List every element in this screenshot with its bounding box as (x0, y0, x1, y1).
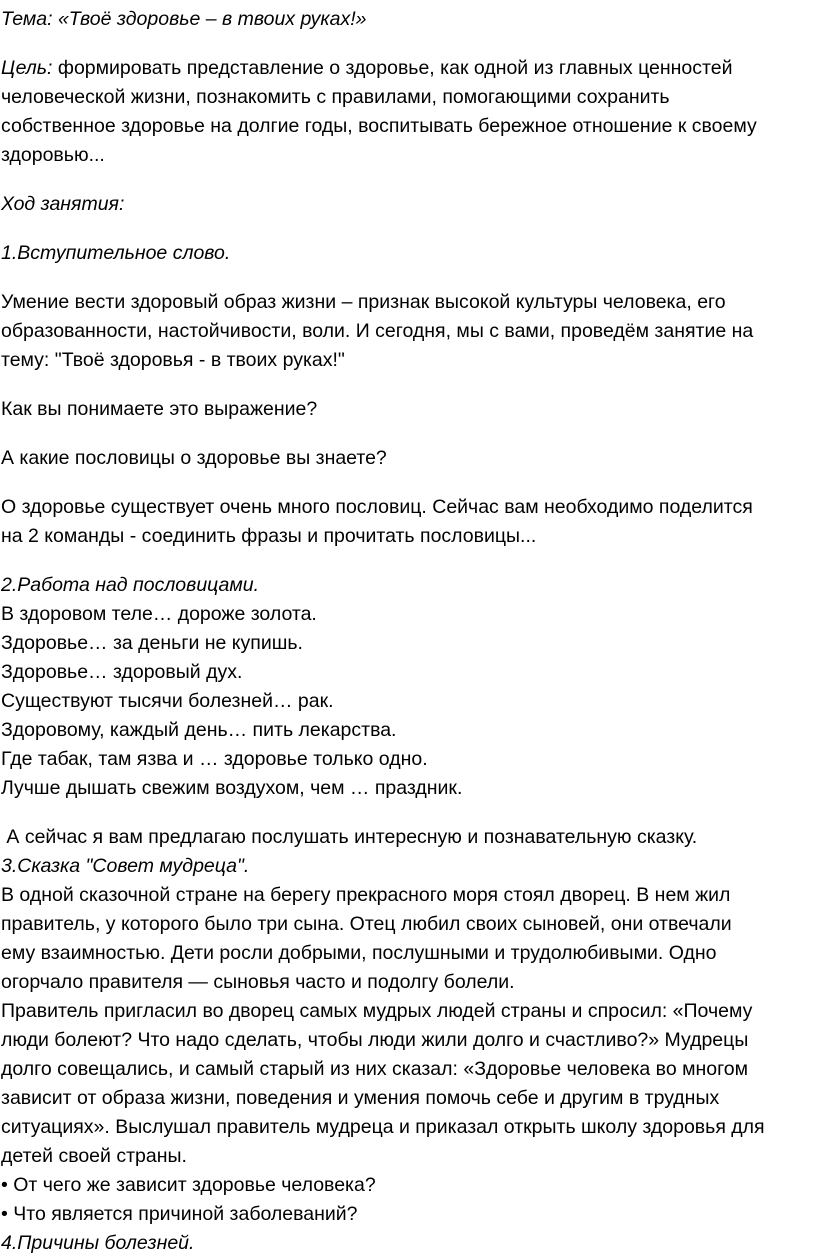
intro-line-3: тему: "Твоё здоровья - в твоих руках!" (1, 349, 345, 371)
proverb-item: Здоровому, каждый день… пить лекарства. (1, 719, 397, 741)
proverb-item: Здоровье… за деньги не купишь. (1, 632, 303, 654)
goal-line-4: здоровью... (1, 144, 105, 166)
proverb-item: В здоровом теле… дороже золота. (1, 603, 317, 625)
story-line: детей своей страны. (1, 1145, 187, 1167)
question-1: Как вы понимаете это выражение? (1, 398, 318, 420)
section3-heading: 3.Сказка "Совет мудреца". (1, 855, 250, 877)
transition-line: А сейчас я вам предлагаю послушать интересную и познавательную сказку. (1, 826, 698, 848)
course-heading: Ход занятия: (1, 193, 125, 215)
topic-line: Тема: «Твоё здоровье – в твоих руках!» (1, 8, 367, 30)
section2-heading: 2.Работа над пословицами. (1, 574, 260, 596)
proverb-item: Лучше дышать свежим воздухом, чем … праздник. (1, 777, 463, 799)
story-line: ему взаимностью. Дети росли добрыми, послушными и трудолюбивыми. Одно (1, 942, 717, 964)
story-line: ситуациях». Выслушал правитель мудреца и приказал открыть школу здоровья для (1, 1116, 765, 1138)
bullet-question: • Что является причиной заболеваний? (1, 1203, 358, 1225)
story-line: В одной сказочной стране на берегу прекрасного моря стоял дворец. В нем жил (1, 884, 731, 906)
section4-heading: 4.Причины болезней. (1, 1232, 195, 1254)
story-line: долго совещались, и самый старый из них сказал: «Здоровье человека во многом (1, 1058, 749, 1080)
bullet-question: • От чего же зависит здоровье человека? (1, 1174, 376, 1196)
goal-paragraph (1, 54, 810, 170)
story-line: зависит от образа жизни, поведения и умения помочь себе и другим в трудных (1, 1087, 720, 1109)
story-line: Правитель пригласил во дворец самых мудрых людей страны и спросил: «Почему (1, 1000, 753, 1022)
intro-line-2: образованности, настойчивости, воли. И сегодня, мы с вами, проведём занятие на (1, 320, 754, 342)
story-line: люди болеют? Что надо сделать, чтобы люди жили долго и счастливо?» Мудрецы (1, 1029, 749, 1051)
task-line-1: О здоровье существует очень много пословиц. Сейчас вам необходимо поделится (1, 496, 753, 518)
task-paragraph (1, 493, 810, 551)
story-line: правитель, у которого было три сына. Отец любил своих сыновей, они отвечали (1, 913, 732, 935)
intro-paragraph (1, 288, 810, 375)
story-block (1, 823, 810, 1258)
proverb-item: Здоровье… здоровый дух. (1, 661, 243, 683)
proverb-item: Где табак, там язва и … здоровье только одно. (1, 748, 428, 770)
intro-line-1: Умение вести здоровый образ жизни – признак высокой культуры человека, его (1, 291, 726, 313)
proverb-item: Существуют тысячи болезней… рак. (1, 690, 334, 712)
goal-label: Цель: (1, 57, 53, 79)
goal-text-1: формировать представление о здоровье, как одной из главных ценностей (52, 57, 733, 79)
goal-line-1 (1, 54, 810, 83)
question-2: А какие пословицы о здоровье вы знаете? (1, 447, 387, 469)
goal-line-2: человеческой жизни, познакомить с правилами, помогающими сохранить (1, 86, 670, 108)
goal-line-3: собственное здоровье на долгие годы, воспитывать бережное отношение к своему (1, 115, 757, 137)
task-line-2: на 2 команды - соединить фразы и прочитать пословицы... (1, 525, 537, 547)
proverbs-block (1, 571, 810, 803)
section1-heading: 1.Вступительное слово. (1, 242, 231, 264)
story-line: огорчало правителя — сыновья часто и подолгу болели. (1, 971, 515, 993)
